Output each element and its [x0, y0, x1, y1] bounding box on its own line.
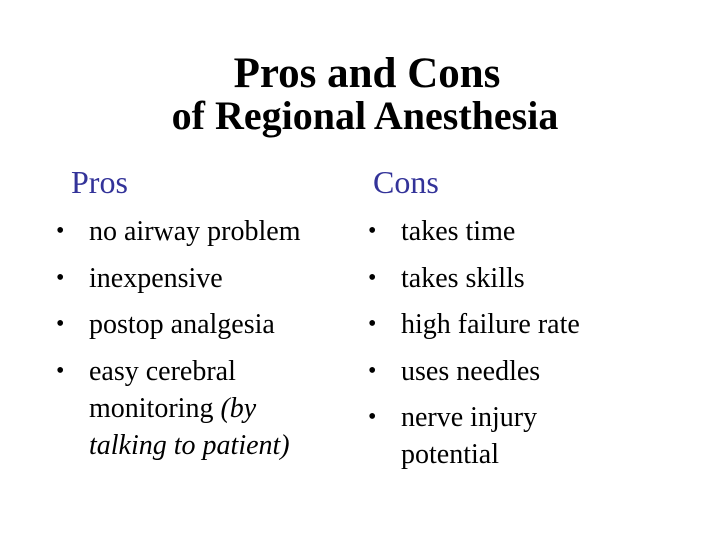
cons-heading: Cons [373, 164, 439, 200]
pros-item-text: inexpensive [89, 262, 223, 294]
slide-title-line-1: Pros and Cons [233, 50, 501, 97]
cons-item-text: high failure rate [401, 309, 580, 340]
pros-heading: Pros [71, 164, 128, 200]
bullet-icon: • [368, 264, 377, 291]
slide-title-line-2: of Regional Anesthesia [171, 93, 559, 138]
cons-item-text-line-1: nerve injury [401, 402, 538, 433]
bullet-icon: • [56, 218, 65, 244]
cons-item-text: takes skills [401, 262, 525, 294]
cons-item-text: uses needles [401, 355, 541, 387]
bullet-icon: • [56, 311, 65, 337]
bullet-icon: • [368, 218, 377, 244]
cons-list-item [368, 260, 668, 297]
cons-item-text-line-2: potential [401, 439, 499, 470]
pros-list-item [56, 260, 346, 297]
bullet-icon: • [368, 311, 377, 337]
pros-item-text-italic: (by [220, 392, 257, 424]
pros-item-text-line-1: easy cerebral [89, 355, 236, 387]
pros-list [56, 213, 346, 473]
cons-list-item [368, 306, 668, 343]
bullet-icon: • [368, 404, 377, 430]
cons-list-item [368, 399, 668, 473]
pros-item-text: postop analgesia [89, 309, 275, 340]
bullet-icon: • [368, 357, 377, 384]
cons-list-item [368, 213, 668, 250]
pros-list-item [56, 306, 346, 343]
pros-item-text-line-3: talking to patient) [89, 429, 290, 461]
pros-list-item [56, 213, 346, 250]
cons-item-text: takes time [401, 216, 516, 247]
pros-item-text-line-2 [89, 390, 346, 427]
pros-item-text: no airway problem [89, 216, 301, 247]
cons-list-item [368, 353, 668, 390]
cons-list [368, 213, 668, 483]
pros-list-item [56, 353, 346, 464]
bullet-icon: • [56, 357, 65, 384]
pros-item-text-plain: monitoring [89, 392, 221, 424]
bullet-icon: • [56, 264, 65, 291]
